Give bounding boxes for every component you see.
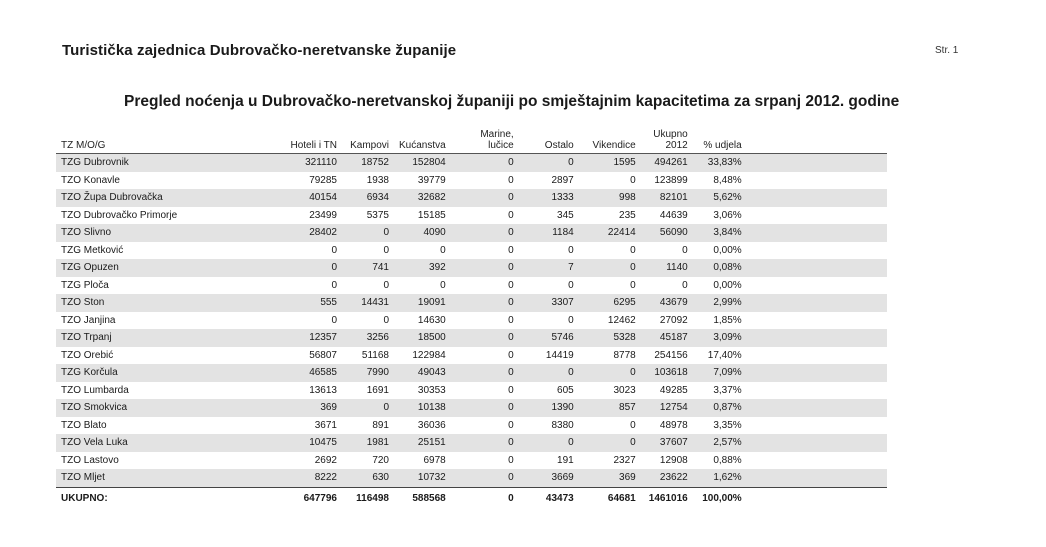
table-cell: 12462 — [579, 312, 641, 330]
total-cell: 100,00% — [693, 487, 747, 510]
table-cell: 46585 — [246, 364, 342, 382]
table-cell: 0,08% — [693, 259, 747, 277]
table-cell: 0 — [579, 417, 641, 435]
table-cell: 2897 — [519, 172, 579, 190]
table-cell: 19091 — [394, 294, 451, 312]
table-cell: 49043 — [394, 364, 451, 382]
table-cell: 369 — [246, 399, 342, 417]
table-cell: 18752 — [342, 154, 394, 172]
table-row — [56, 364, 887, 382]
table-cell: 0 — [451, 277, 519, 295]
table-row — [56, 259, 887, 277]
table-cell: 49285 — [641, 382, 693, 400]
table-cell: 321110 — [246, 154, 342, 172]
table-row — [56, 417, 887, 435]
table-cell: 5328 — [579, 329, 641, 347]
row-spacer — [747, 172, 887, 190]
table-cell: 4090 — [394, 224, 451, 242]
page-number: Str. 1 — [935, 45, 959, 56]
total-cell: 0 — [451, 487, 519, 510]
table-cell: 0 — [579, 259, 641, 277]
table-cell: 3307 — [519, 294, 579, 312]
row-label-cell: TZO Smokvica — [56, 399, 246, 417]
table-cell: 3,84% — [693, 224, 747, 242]
table-cell: 0 — [451, 364, 519, 382]
table-cell: 1595 — [579, 154, 641, 172]
row-spacer — [747, 329, 887, 347]
table-cell: 0 — [519, 434, 579, 452]
row-spacer — [747, 312, 887, 330]
table-row — [56, 469, 887, 487]
table-cell: 37607 — [641, 434, 693, 452]
table-cell: 0 — [579, 364, 641, 382]
row-label-cell: TZG Dubrovnik — [56, 154, 246, 172]
table-cell: 0 — [519, 364, 579, 382]
table-cell: 0 — [451, 452, 519, 470]
table-cell: 0 — [342, 242, 394, 260]
row-label-cell: TZO Trpanj — [56, 329, 246, 347]
table-cell: 17,40% — [693, 347, 747, 365]
table-row — [56, 434, 887, 452]
total-cell: 588568 — [394, 487, 451, 510]
table-cell: 51168 — [342, 347, 394, 365]
table-cell: 2327 — [579, 452, 641, 470]
column-header: Vikendice — [579, 118, 641, 154]
table-cell: 191 — [519, 452, 579, 470]
column-header-spacer — [747, 118, 887, 154]
overnight-stays-table — [56, 118, 887, 510]
table-cell: 857 — [579, 399, 641, 417]
total-cell: 647796 — [246, 487, 342, 510]
table-cell: 0 — [451, 154, 519, 172]
table-cell: 0 — [641, 277, 693, 295]
table-row — [56, 172, 887, 190]
table-cell: 39779 — [394, 172, 451, 190]
table-row — [56, 242, 887, 260]
table-cell: 27092 — [641, 312, 693, 330]
table-cell: 103618 — [641, 364, 693, 382]
table-cell: 10732 — [394, 469, 451, 487]
row-spacer — [747, 154, 887, 172]
row-spacer — [747, 347, 887, 365]
table-cell: 0 — [451, 417, 519, 435]
table-cell: 48978 — [641, 417, 693, 435]
total-cell: 43473 — [519, 487, 579, 510]
table-row — [56, 329, 887, 347]
table-cell: 14630 — [394, 312, 451, 330]
table-cell: 2,99% — [693, 294, 747, 312]
table-cell: 0 — [519, 312, 579, 330]
table-row — [56, 294, 887, 312]
table-cell: 7,09% — [693, 364, 747, 382]
table-cell: 6934 — [342, 189, 394, 207]
row-label-cell: TZO Dubrovačko Primorje — [56, 207, 246, 225]
table-cell: 56090 — [641, 224, 693, 242]
table-cell: 3,06% — [693, 207, 747, 225]
table-cell: 1184 — [519, 224, 579, 242]
table-cell: 1333 — [519, 189, 579, 207]
total-cell: 116498 — [342, 487, 394, 510]
row-spacer — [747, 207, 887, 225]
table-cell: 0 — [394, 277, 451, 295]
table-cell: 0 — [519, 242, 579, 260]
total-spacer — [747, 487, 887, 510]
total-row — [56, 487, 887, 510]
table-cell: 2692 — [246, 452, 342, 470]
table-row — [56, 347, 887, 365]
row-label-cell: TZO Blato — [56, 417, 246, 435]
row-spacer — [747, 277, 887, 295]
table-cell: 12908 — [641, 452, 693, 470]
table-cell: 3,35% — [693, 417, 747, 435]
table-cell: 3669 — [519, 469, 579, 487]
table-cell: 0 — [451, 312, 519, 330]
table-cell: 630 — [342, 469, 394, 487]
table-row — [56, 189, 887, 207]
table-cell: 0 — [342, 224, 394, 242]
table-cell: 0 — [451, 294, 519, 312]
table-cell: 0,88% — [693, 452, 747, 470]
table-cell: 40154 — [246, 189, 342, 207]
table-cell: 0 — [451, 189, 519, 207]
table-cell: 8778 — [579, 347, 641, 365]
table-cell: 555 — [246, 294, 342, 312]
table-cell: 0 — [579, 172, 641, 190]
row-label-cell: TZO Lumbarda — [56, 382, 246, 400]
table-cell: 1140 — [641, 259, 693, 277]
table-cell: 0,00% — [693, 277, 747, 295]
table-cell: 23622 — [641, 469, 693, 487]
report-title: Pregled noćenja u Dubrovačko-neretvanskoj županiji po smještajnim kapacitetima za srpanj 2012. godine — [124, 93, 900, 110]
column-header: Kampovi — [342, 118, 394, 154]
table-cell: 0 — [451, 329, 519, 347]
table-cell: 8,48% — [693, 172, 747, 190]
table-row — [56, 452, 887, 470]
table-cell: 30353 — [394, 382, 451, 400]
table-cell: 32682 — [394, 189, 451, 207]
table-cell: 45187 — [641, 329, 693, 347]
table-cell: 0 — [246, 242, 342, 260]
row-label-cell: TZG Korčula — [56, 364, 246, 382]
table-cell: 8380 — [519, 417, 579, 435]
table-cell: 0 — [342, 399, 394, 417]
row-spacer — [747, 224, 887, 242]
table-cell: 8222 — [246, 469, 342, 487]
table-cell: 0 — [246, 259, 342, 277]
table-cell: 741 — [342, 259, 394, 277]
table-cell: 152804 — [394, 154, 451, 172]
table-cell: 2,57% — [693, 434, 747, 452]
table-row — [56, 154, 887, 172]
column-header: Ukupno 2012 — [641, 118, 693, 154]
column-header: Hoteli i TN — [246, 118, 342, 154]
table-cell: 392 — [394, 259, 451, 277]
table-cell: 7990 — [342, 364, 394, 382]
table-cell: 0 — [451, 172, 519, 190]
row-label-cell: TZO Vela Luka — [56, 434, 246, 452]
table-cell: 5375 — [342, 207, 394, 225]
total-label: UKUPNO: — [56, 487, 246, 510]
row-label-cell: TZO Mljet — [56, 469, 246, 487]
table-row — [56, 277, 887, 295]
table-cell: 5,62% — [693, 189, 747, 207]
row-label-cell: TZO Lastovo — [56, 452, 246, 470]
column-header: % udjela — [693, 118, 747, 154]
table-cell: 14431 — [342, 294, 394, 312]
table-row — [56, 399, 887, 417]
table-header-row — [56, 118, 887, 154]
table-cell: 6978 — [394, 452, 451, 470]
row-label-cell: TZO Orebić — [56, 347, 246, 365]
table-cell: 0 — [579, 434, 641, 452]
column-header: Kućanstva — [394, 118, 451, 154]
table-cell: 0 — [451, 469, 519, 487]
table-cell: 998 — [579, 189, 641, 207]
table-cell: 0 — [451, 347, 519, 365]
table-cell: 15185 — [394, 207, 451, 225]
table-cell: 0 — [451, 259, 519, 277]
row-spacer — [747, 452, 887, 470]
table-cell: 5746 — [519, 329, 579, 347]
table-cell: 494261 — [641, 154, 693, 172]
table-cell: 1938 — [342, 172, 394, 190]
table-cell: 1,62% — [693, 469, 747, 487]
row-label-cell: TZO Ston — [56, 294, 246, 312]
table-cell: 0 — [451, 399, 519, 417]
table-cell: 1,85% — [693, 312, 747, 330]
row-spacer — [747, 469, 887, 487]
row-label-cell: TZO Konavle — [56, 172, 246, 190]
table-cell: 3,09% — [693, 329, 747, 347]
row-spacer — [747, 399, 887, 417]
table-cell: 7 — [519, 259, 579, 277]
table-cell: 3671 — [246, 417, 342, 435]
row-label-cell: TZG Ploča — [56, 277, 246, 295]
table-cell: 0 — [451, 242, 519, 260]
table-cell: 0,00% — [693, 242, 747, 260]
table-cell: 56807 — [246, 347, 342, 365]
table-cell: 44639 — [641, 207, 693, 225]
table-cell: 254156 — [641, 347, 693, 365]
table-cell: 14419 — [519, 347, 579, 365]
table-cell: 891 — [342, 417, 394, 435]
table-cell: 0 — [246, 312, 342, 330]
row-spacer — [747, 242, 887, 260]
table-cell: 0 — [579, 242, 641, 260]
table-cell: 235 — [579, 207, 641, 225]
table-cell: 79285 — [246, 172, 342, 190]
table-cell: 28402 — [246, 224, 342, 242]
table-cell: 36036 — [394, 417, 451, 435]
total-cell: 64681 — [579, 487, 641, 510]
table-cell: 18500 — [394, 329, 451, 347]
row-spacer — [747, 364, 887, 382]
table-cell: 1981 — [342, 434, 394, 452]
table-cell: 0,87% — [693, 399, 747, 417]
row-spacer — [747, 417, 887, 435]
table-row — [56, 224, 887, 242]
row-label-cell: TZG Opuzen — [56, 259, 246, 277]
column-header: Marine, lučice — [451, 118, 519, 154]
table-cell: 3256 — [342, 329, 394, 347]
table-cell: 33,83% — [693, 154, 747, 172]
table-cell: 0 — [342, 277, 394, 295]
table-cell: 1691 — [342, 382, 394, 400]
table-cell: 0 — [519, 154, 579, 172]
table-cell: 123899 — [641, 172, 693, 190]
row-spacer — [747, 382, 887, 400]
row-spacer — [747, 294, 887, 312]
table-cell: 605 — [519, 382, 579, 400]
table-cell: 1390 — [519, 399, 579, 417]
table-cell: 122984 — [394, 347, 451, 365]
row-spacer — [747, 434, 887, 452]
table-cell: 13613 — [246, 382, 342, 400]
table-cell: 6295 — [579, 294, 641, 312]
table-cell: 10475 — [246, 434, 342, 452]
table-cell: 0 — [451, 382, 519, 400]
table-cell: 0 — [641, 242, 693, 260]
table-cell: 345 — [519, 207, 579, 225]
table-cell: 0 — [451, 224, 519, 242]
table-cell: 10138 — [394, 399, 451, 417]
total-cell: 1461016 — [641, 487, 693, 510]
table-cell: 0 — [451, 207, 519, 225]
row-spacer — [747, 259, 887, 277]
row-label-cell: TZG Metković — [56, 242, 246, 260]
table-cell: 369 — [579, 469, 641, 487]
table-cell: 23499 — [246, 207, 342, 225]
table-cell: 12754 — [641, 399, 693, 417]
row-spacer — [747, 189, 887, 207]
table-cell: 3,37% — [693, 382, 747, 400]
table-cell: 0 — [579, 277, 641, 295]
table-cell: 3023 — [579, 382, 641, 400]
table-cell: 0 — [246, 277, 342, 295]
table-cell: 43679 — [641, 294, 693, 312]
table-cell: 0 — [394, 242, 451, 260]
table-row — [56, 207, 887, 225]
table-cell: 12357 — [246, 329, 342, 347]
table-cell: 720 — [342, 452, 394, 470]
row-label-cell: TZO Župa Dubrovačka — [56, 189, 246, 207]
row-label-cell: TZO Janjina — [56, 312, 246, 330]
table-cell: 0 — [342, 312, 394, 330]
table-row — [56, 382, 887, 400]
column-header: Ostalo — [519, 118, 579, 154]
table-cell: 82101 — [641, 189, 693, 207]
table-cell: 25151 — [394, 434, 451, 452]
row-label-cell: TZO Slivno — [56, 224, 246, 242]
table-row — [56, 312, 887, 330]
table-cell: 0 — [451, 434, 519, 452]
table-cell: 22414 — [579, 224, 641, 242]
column-header: TZ M/O/G — [56, 118, 246, 154]
organization-title: Turistička zajednica Dubrovačko-neretvanske županije — [62, 42, 457, 59]
table-cell: 0 — [519, 277, 579, 295]
